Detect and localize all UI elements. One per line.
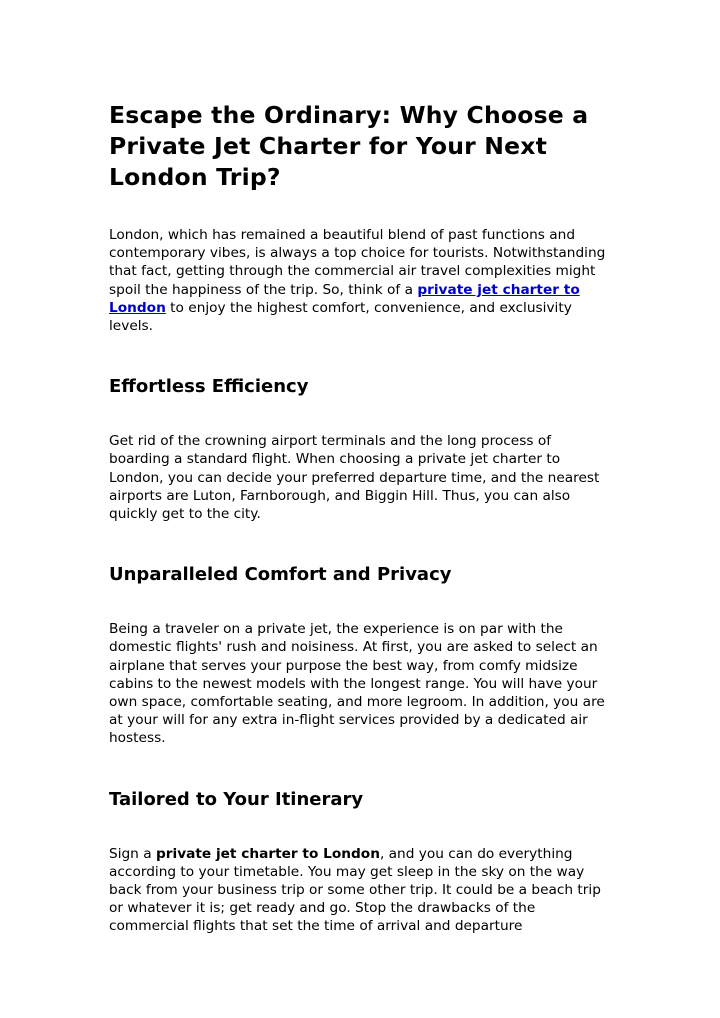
itinerary-text-after-bold: , and you can do everything according to your timetable. You may get sleep in the sky on the way back from your business trip or some other trip. It could be a beach trip or whatever it is; get ready and go. Stop the drawbacks of the commercial flights that set the time of arrival and departure: [109, 845, 601, 935]
itinerary-text-before-bold: Sign a: [109, 845, 156, 862]
section-heading-efficiency: Effortless Efficiency: [109, 376, 309, 398]
itinerary-bold-keyword: private jet charter to London: [155, 845, 380, 862]
article: [109, 100, 609, 936]
article-title: Escape the Ordinary: Why Choose a Private Jet Charter for Your Next London Trip?: [109, 101, 589, 191]
intro-text-after-link: to enjoy the highest comfort, convenience, and exclusivity levels.: [109, 299, 572, 335]
section-body-efficiency: Get rid of the crowning airport terminals and the long process of boarding a standard flight. When choosing a private jet charter to London, you can decide your preferred departure time, and the nearest airports are Luton, Farnborough, and Biggin Hill. Thus, you can also quickly get to the city.: [109, 433, 600, 523]
section-heading-itinerary: Tailored to Your Itinerary: [109, 788, 364, 810]
intro-paragraph: [109, 226, 609, 335]
section-body-comfort: Being a traveler on a private jet, the experience is on par with the domestic flights' rush and noisiness. At first, you are asked to select an airplane that serves your purpose the best way, from comfy midsize cabins to the newest models with the longest range. You will have your own space, comfortable seating, and more legroom. In addition, you are at your will for any extra in-flight services provided by a dedicated air hostess.: [109, 621, 605, 747]
section-body-itinerary: [109, 845, 609, 936]
section-heading-comfort: Unparalleled Comfort and Privacy: [109, 564, 452, 586]
intro-text-before-link: London, which has remained a beautiful blend of past functions and contemporary vibes, is always a top choice for tourists. Notwithstanding that fact, getting through the commercial air travel complexities might spoil the happiness of the trip. So, think of a: [109, 227, 606, 298]
private-jet-charter-link[interactable]: private jet charter to London: [109, 281, 580, 316]
